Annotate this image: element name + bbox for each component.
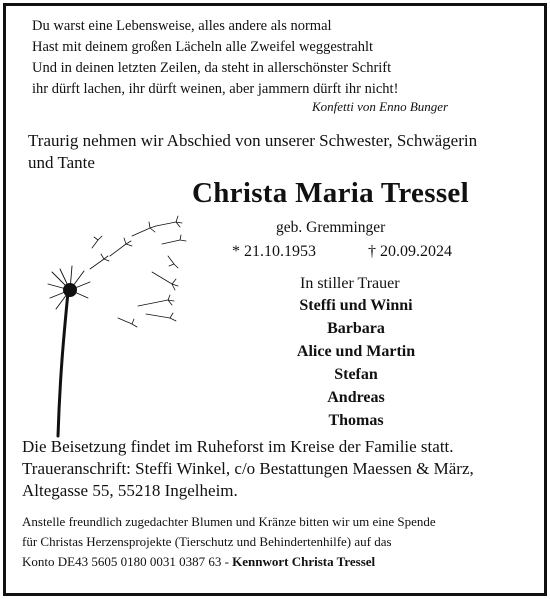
mourner-3: Alice und Martin	[296, 343, 416, 360]
mourning-heading: In stiller Trauer	[300, 275, 400, 292]
death-date: † 20.09.2024	[368, 243, 452, 260]
burial-info: Die Beisetzung findet im Ruheforst im Kreise der Familie statt.	[22, 437, 454, 456]
mourning-address-line-1: Traueranschrift: Steffi Winkel, c/o Bestattungen Maessen & März,	[22, 459, 474, 478]
bank-account: Konto DE43 5605 0180 0031 0387 63 -	[22, 554, 233, 569]
poem-line-2: Hast mit deinem großen Lächeln alle Zweifel weggestrahlt	[32, 39, 374, 55]
birth-date: * 21.10.1953	[232, 243, 316, 260]
poem-author: Konfetti von Enno Bunger	[312, 99, 449, 114]
mourner-2: Barbara	[327, 320, 385, 337]
intro-line-1: Traurig nehmen wir Abschied von unserer Schwester, Schwägerin	[28, 131, 478, 150]
poem-line-4: ihr dürft lachen, ihr dürft weinen, aber jammern dürft ihr nicht!	[32, 81, 399, 97]
intro-line-2: und Tante	[28, 153, 95, 172]
mourning-address-line-2: Altegasse 55, 55218 Ingelheim.	[22, 481, 238, 500]
poem-line-1: Du warst eine Lebensweise, alles andere als normal	[32, 18, 332, 34]
mourner-4: Stefan	[334, 366, 378, 383]
donation-keyword: Kennwort Christa Tressel	[232, 554, 376, 569]
mourner-6: Thomas	[328, 412, 384, 429]
mourner-1: Steffi und Winni	[299, 297, 413, 314]
donation-line-3	[22, 552, 375, 572]
poem-line-3: Und in deinen letzten Zeilen, da steht in allerschönster Schrift	[32, 60, 392, 76]
birth-name: geb. Gremminger	[276, 219, 386, 236]
mourner-5: Andreas	[327, 389, 385, 406]
dandelion-icon	[30, 214, 205, 439]
donation-line-2: für Christas Herzensprojekte (Tierschutz und Behindertenhilfe) auf das	[22, 534, 392, 549]
deceased-name: Christa Maria Tressel	[192, 177, 469, 209]
donation-line-1: Anstelle freundlich zugedachter Blumen und Kränze bitten wir um eine Spende	[22, 514, 436, 529]
